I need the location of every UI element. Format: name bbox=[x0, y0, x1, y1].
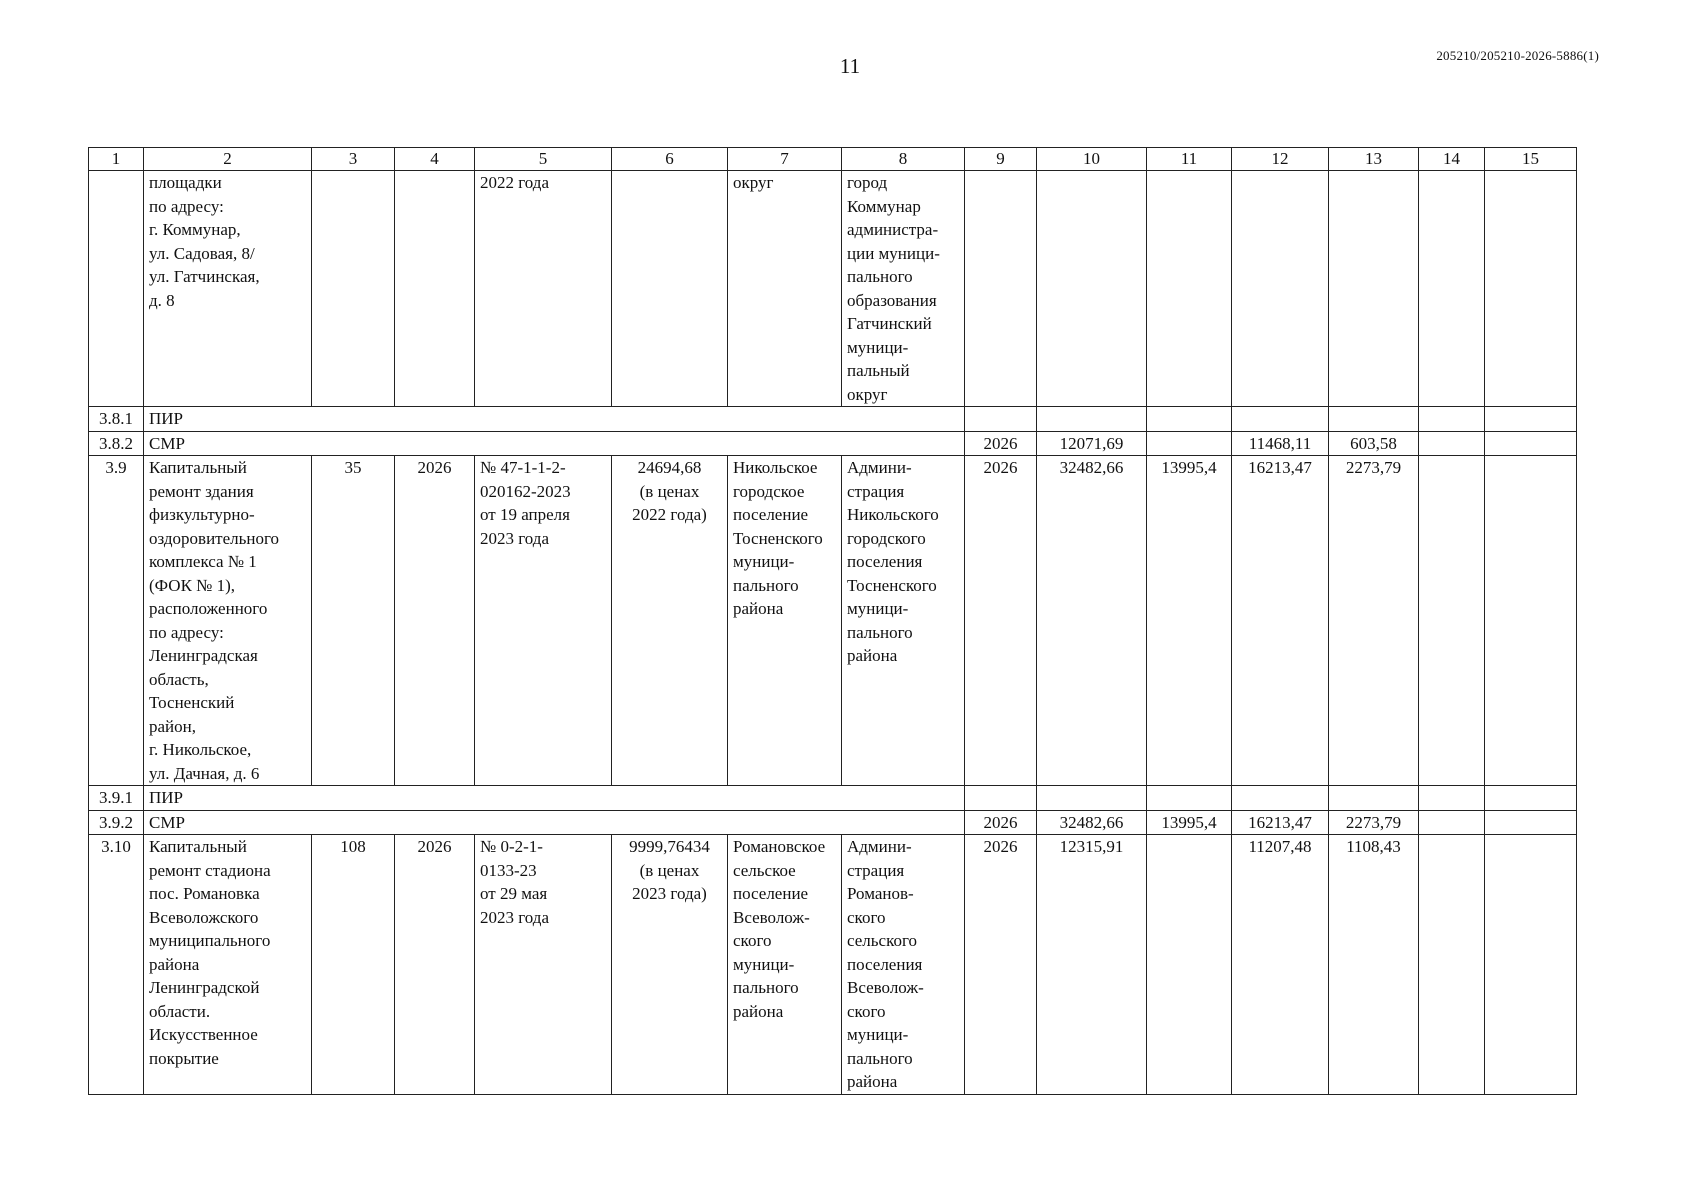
year-cell: 2026 bbox=[965, 835, 1037, 1095]
federal-cell bbox=[1147, 835, 1232, 1095]
cell bbox=[1419, 407, 1485, 432]
table-header-row bbox=[89, 148, 1577, 171]
header-cell: 3 bbox=[312, 148, 395, 171]
cell bbox=[1485, 810, 1577, 835]
cell bbox=[1419, 810, 1485, 835]
regional-cell: 11207,48 bbox=[1232, 835, 1329, 1095]
capacity-cell: 35 bbox=[312, 456, 395, 786]
header-cell: 11 bbox=[1147, 148, 1232, 171]
stage-label-cell: ПИР bbox=[144, 786, 965, 811]
municipality-cell: Романовское сельское поселение Всеволож- ского муници- пального района bbox=[728, 835, 842, 1095]
cell bbox=[1232, 786, 1329, 811]
federal-cell: 13995,4 bbox=[1147, 456, 1232, 786]
row-number-cell: 3.9.1 bbox=[89, 786, 144, 811]
header-cell: 14 bbox=[1419, 148, 1485, 171]
header-cell: 7 bbox=[728, 148, 842, 171]
stage-label-cell: ПИР bbox=[144, 407, 965, 432]
header-cell: 12 bbox=[1232, 148, 1329, 171]
table-row-3-8-2 bbox=[89, 431, 1577, 456]
cell bbox=[1147, 407, 1232, 432]
cell bbox=[89, 171, 144, 407]
year-cell: 2026 bbox=[965, 456, 1037, 786]
stage-label-cell: СМР bbox=[144, 810, 965, 835]
data-table bbox=[88, 147, 1577, 1095]
header-cell: 4 bbox=[395, 148, 475, 171]
cell bbox=[1147, 786, 1232, 811]
row-number-cell: 3.9.2 bbox=[89, 810, 144, 835]
cell bbox=[1485, 456, 1577, 786]
customer-cell: город Коммунар администра- ции муници- пального образования Гатчинский муници- пальный округ bbox=[842, 171, 965, 407]
row-number-cell: 3.10 bbox=[89, 835, 144, 1095]
regional-cell: 16213,47 bbox=[1232, 456, 1329, 786]
cell bbox=[1485, 786, 1577, 811]
cell bbox=[965, 786, 1037, 811]
expertise-cell: № 0-2-1- 0133-23 от 29 мая 2023 года bbox=[475, 835, 612, 1095]
cell bbox=[965, 407, 1037, 432]
object-name-cell: площадки по адресу: г. Коммунар, ул. Садовая, 8/ ул. Гатчинская, д. 8 bbox=[144, 171, 312, 407]
table-row-3-9 bbox=[89, 456, 1577, 786]
customer-cell: Админи- страция Романов- ского сельского поселения Всеволож- ского муници- пального района bbox=[842, 835, 965, 1095]
table-row-continuation bbox=[89, 171, 1577, 407]
header-cell: 6 bbox=[612, 148, 728, 171]
header-cell: 9 bbox=[965, 148, 1037, 171]
row-number-cell: 3.8.1 bbox=[89, 407, 144, 432]
table-row-3-10 bbox=[89, 835, 1577, 1095]
estimate-cell: 9999,76434 (в ценах 2023 года) bbox=[612, 835, 728, 1095]
stage-label-cell: СМР bbox=[144, 431, 965, 456]
total-cell: 32482,66 bbox=[1037, 810, 1147, 835]
total-cell: 12315,91 bbox=[1037, 835, 1147, 1095]
cell bbox=[1485, 835, 1577, 1095]
header-cell: 2 bbox=[144, 148, 312, 171]
page-number: 11 bbox=[839, 54, 861, 78]
federal-cell: 13995,4 bbox=[1147, 810, 1232, 835]
table-row-3-9-1 bbox=[89, 786, 1577, 811]
regional-cell: 16213,47 bbox=[1232, 810, 1329, 835]
year-end-cell: 2026 bbox=[395, 456, 475, 786]
cell bbox=[1419, 786, 1485, 811]
year-cell: 2026 bbox=[965, 810, 1037, 835]
total-cell: 12071,69 bbox=[1037, 431, 1147, 456]
header-cell: 10 bbox=[1037, 148, 1147, 171]
federal-cell bbox=[1147, 431, 1232, 456]
cell bbox=[1485, 407, 1577, 432]
local-cell: 2273,79 bbox=[1329, 456, 1419, 786]
table-row-3-9-2 bbox=[89, 810, 1577, 835]
cell bbox=[1037, 407, 1147, 432]
row-number-cell: 3.8.2 bbox=[89, 431, 144, 456]
capacity-cell: 108 bbox=[312, 835, 395, 1095]
document-id: 205210/205210-2026-5886(1) bbox=[1436, 48, 1599, 63]
cell bbox=[1147, 171, 1232, 407]
cell bbox=[1329, 171, 1419, 407]
object-name-cell: Капитальный ремонт здания физкультурно- оздоровительного комплекса № 1 (ФОК № 1), расположенного по адресу: Ленинградская область, Тосненский район, г. Никольское, ул. Дачная, д. 6 bbox=[144, 456, 312, 786]
object-name-cell: Капитальный ремонт стадиона пос. Романовка Всеволожского муниципального района Ленинградской области. Искусственное покрытие bbox=[144, 835, 312, 1095]
cell bbox=[612, 171, 728, 407]
table-row-3-8-1 bbox=[89, 407, 1577, 432]
cell bbox=[965, 171, 1037, 407]
cell bbox=[1419, 456, 1485, 786]
header-cell: 13 bbox=[1329, 148, 1419, 171]
customer-cell: Админи- страция Никольского городского поселения Тосненского муници- пального района bbox=[842, 456, 965, 786]
local-cell: 603,58 bbox=[1329, 431, 1419, 456]
row-number-cell: 3.9 bbox=[89, 456, 144, 786]
cell bbox=[1037, 786, 1147, 811]
cell bbox=[1329, 407, 1419, 432]
header-cell: 8 bbox=[842, 148, 965, 171]
header-cell: 15 bbox=[1485, 148, 1577, 171]
cell bbox=[395, 171, 475, 407]
cell bbox=[1419, 835, 1485, 1095]
total-cell: 32482,66 bbox=[1037, 456, 1147, 786]
estimate-cell: 24694,68 (в ценах 2022 года) bbox=[612, 456, 728, 786]
cell bbox=[1037, 171, 1147, 407]
expertise-cell: 2022 года bbox=[475, 171, 612, 407]
year-end-cell: 2026 bbox=[395, 835, 475, 1095]
cell bbox=[1419, 171, 1485, 407]
expertise-cell: № 47-1-1-2- 020162-2023 от 19 апреля 2023 года bbox=[475, 456, 612, 786]
municipality-cell: Никольское городское поселение Тосненского муници- пального района bbox=[728, 456, 842, 786]
cell bbox=[1419, 431, 1485, 456]
cell bbox=[1329, 786, 1419, 811]
local-cell: 1108,43 bbox=[1329, 835, 1419, 1095]
header-cell: 1 bbox=[89, 148, 144, 171]
cell bbox=[1485, 431, 1577, 456]
year-cell: 2026 bbox=[965, 431, 1037, 456]
cell bbox=[1232, 171, 1329, 407]
municipality-cell: округ bbox=[728, 171, 842, 407]
local-cell: 2273,79 bbox=[1329, 810, 1419, 835]
cell bbox=[1232, 407, 1329, 432]
cell bbox=[312, 171, 395, 407]
regional-cell: 11468,11 bbox=[1232, 431, 1329, 456]
cell bbox=[1485, 171, 1577, 407]
header-cell: 5 bbox=[475, 148, 612, 171]
